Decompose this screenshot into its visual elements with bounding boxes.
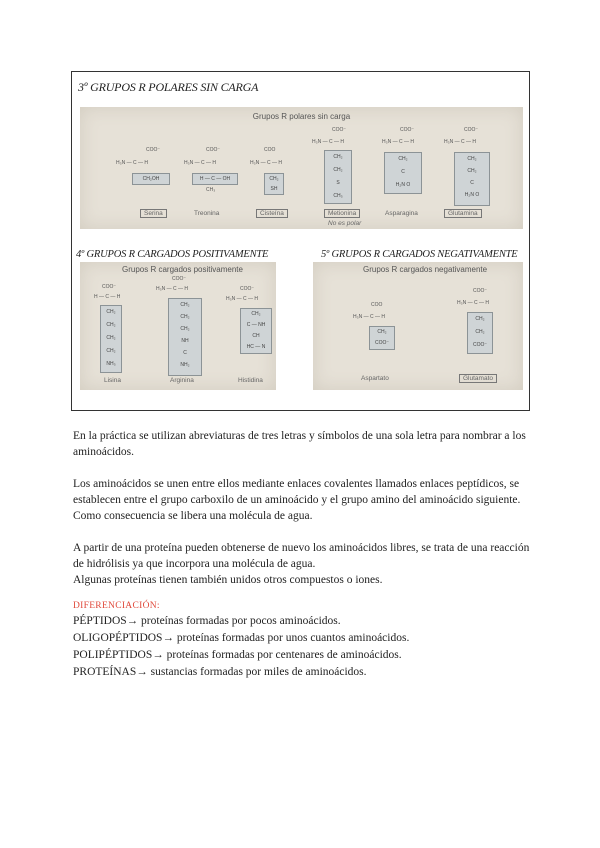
aa-label-cisteina: Cisteína [256,209,288,218]
figure-frame [71,71,530,411]
methionine-note: No es polar [328,220,362,227]
diff-item-oligopeptidos: OLIGOPÉPTIDOS→ proteínas formadas por unos cuantos aminoácidos. [73,632,410,644]
aa-label-serina: Serina [140,209,167,218]
section4-title: 4º GRUPOS R CARGADOS POSITIVAMENTE [76,249,269,260]
aa-label-lisina: Lisina [104,377,121,384]
positive-figure-caption: Grupos R cargados positivamente [122,265,243,274]
polar-uncharged-figure: Grupos R polares sin carga COO⁻ H₃N — C — H CH₂OH COO⁻ H₃N — C — H H — C — OH CH₃ COO H₃N — C — H CH₂ SH COO⁻ H₃N — C — H CH₂ CH₂ S CH₃ COO⁻ H₃N — C — H CH₂ C H₂N O COO⁻ H₃N — C — H CH₂ CH₂ C H₂N O Serina Treonina Cisteína Metionina No es polar Asparagina Glutamina [80,107,523,229]
paragraph-abbreviations: En la práctica se utilizan abreviaturas de tres letras y símbolos de una sola letra para nombrar a los aminoácidos. [73,430,526,459]
negative-charged-figure: Grupos R cargados negativamente COO H₃N — C — H CH₂ COO⁻ COO⁻ H₃N — C — H CH₂ CH₂ COO⁻ Aspartato Glutamato [313,262,523,390]
aa-label-glutamina: Glutamina [444,209,482,218]
diff-item-proteinas: PROTEÍNAS→ sustancias formadas por miles de aminoácidos. [73,666,367,678]
diff-item-peptidos: PÉPTIDOS→ proteínas formadas por pocos aminoácidos. [73,615,341,627]
aa-label-treonina: Treonina [194,210,220,217]
aa-label-arginina: Arginina [170,377,194,384]
section5-title: 5º GRUPOS R CARGADOS NEGATIVAMENTE [321,249,518,260]
aa-label-aspartato: Aspartato [361,375,389,382]
section3-title: 3º GRUPOS R POLARES SIN CARGA [78,80,259,94]
aa-label-asparagina: Asparagina [385,210,418,217]
polar-figure-caption: Grupos R polares sin carga [252,112,351,121]
differentiation-heading: DIFERENCIACIÓN: [73,601,160,611]
paragraph-hydrolysis: A partir de una proteína pueden obtenerse de nuevo los aminoácidos libres, se trata de una reacción de hidrólisis ya que incorpora una molécula de agua. [73,542,530,571]
paragraph-other-compounds: Algunas proteínas tienen también unidos otros compuestos o iones. [73,574,383,586]
aa-label-metionina: Metionina [324,209,360,218]
diff-item-polipeptidos: POLIPÉPTIDOS→ proteínas formadas por centenares de aminoácidos. [73,649,402,661]
aa-label-histidina: Histidina [238,377,263,384]
aa-label-glutamato: Glutamato [459,374,497,383]
paragraph-peptide-bonds: Los aminoácidos se unen entre ellos mediante enlaces covalentes llamados enlaces peptídicos, se establecen entre el grupo carboxilo de un aminoácido y el grupo amino del aminoácido siguiente. Como consecuencia se libera una molécula de agua. [73,478,521,523]
negative-figure-caption: Grupos R cargados negativamente [363,265,488,274]
positive-charged-figure: Grupos R cargados positivamente COO⁻ H — C — H CH₂ CH₂ CH₂ CH₂ NH₃ COO⁻ H₃N — C — H CH₂ CH₂ CH₂ NH C NH₂ COO⁻ H₃N — C — H CH₂ C — NH CH HC — N Lisina Arginina Histidina [80,262,276,390]
